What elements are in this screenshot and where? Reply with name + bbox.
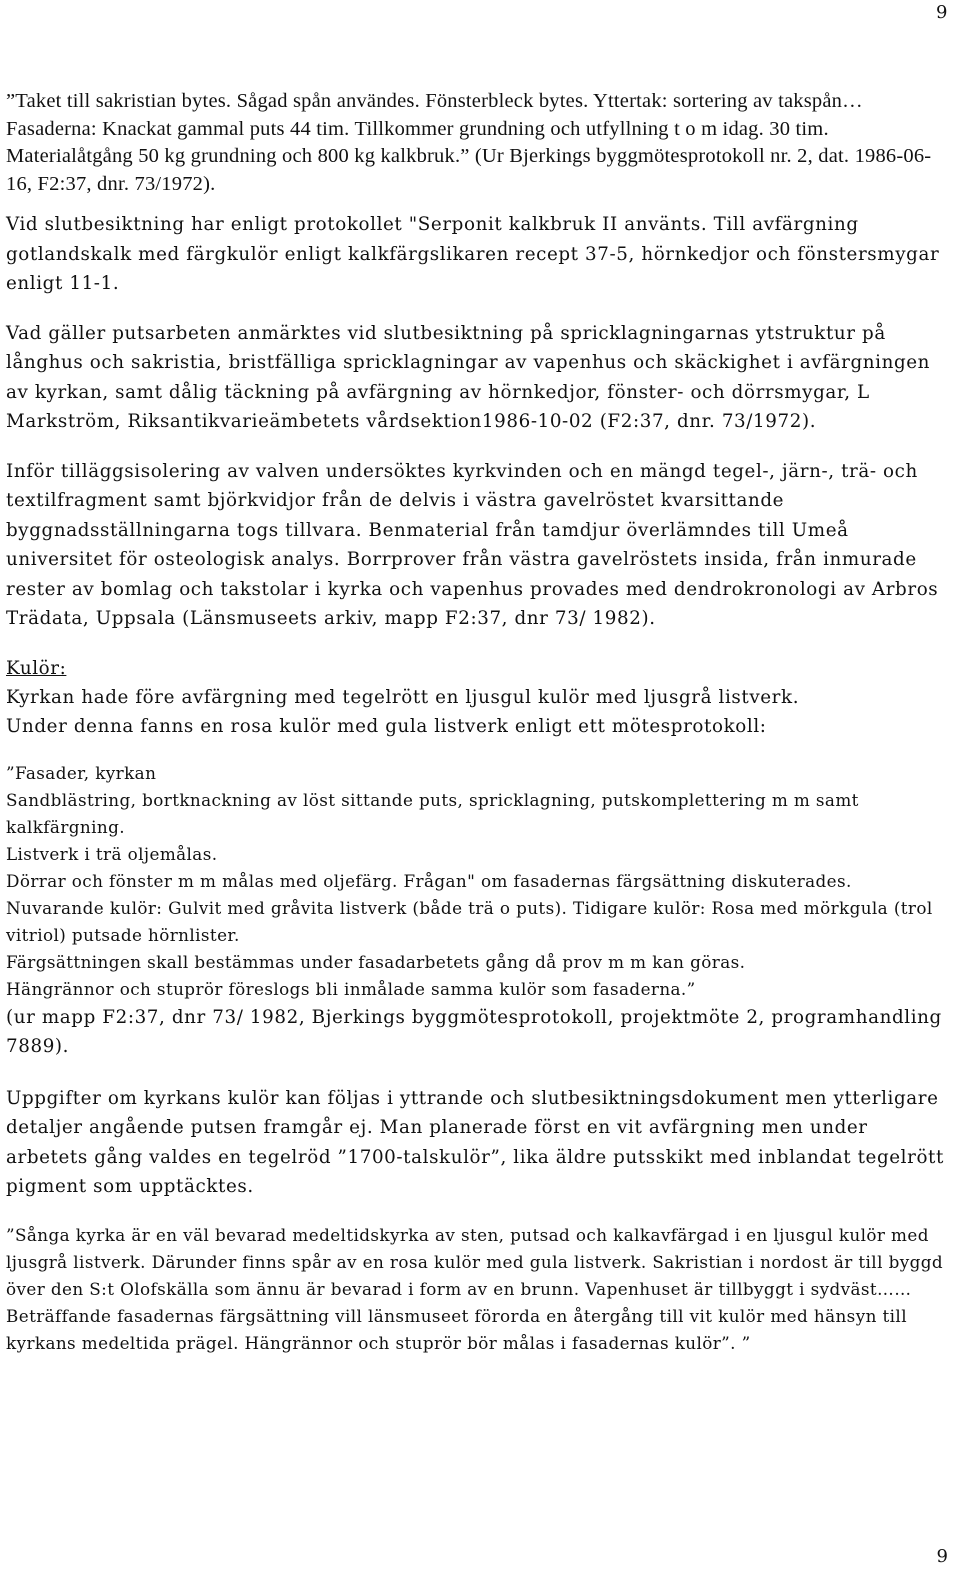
quote-line: Nuvarande kulör: Gulvit med gråvita listverk (både trä o puts). Tidigare kulör: Rosa med mörkgula (trol vitriol) putsade hörnlister.	[6, 897, 933, 945]
kulor-line: Under denna fanns en rosa kulör med gula listverk enligt ett mötesprotokoll:	[6, 716, 767, 737]
quote-paragraph-1: ”Taket till sakristian bytes. Sågad spån användes. Fönsterbleck bytes. Yttertak: sortering av takspån… Fasaderna: Knackat gammal puts 44 tim. Tillkommer grundning och utfyllning t o m idag. 30 tim. Materialåtgång 50 kg grundning och 800 kg kalkbruk.” (Ur Bjerkings byggmötesprotokoll nr. 2, dat. 1986-06-16, F2:37, dnr. 73/1972).	[6, 90, 932, 195]
quote-line: Hängrännor och stuprör föreslogs bli inmålade samma kulör som fasaderna.”	[6, 978, 696, 999]
quote-line: Sandblästring, bortknackning av löst sittande puts, spricklagning, putskomplettering m m samt kalkfärgning.	[6, 789, 859, 837]
paragraph-4: Uppgifter om kyrkans kulör kan följas i yttrande och slutbesiktningsdokument men ytterligare detaljer angående putsen framgår ej. Man planerade först en vit avfärgning men under arbetets gång valdes en tegelröd ”1700-talskulör”, lika äldre putsskikt med inblandat tegelrött pigment som upptäcktes.	[6, 1087, 944, 1197]
quote-block-2	[6, 760, 946, 1062]
quote-reference: (ur mapp F2:37, dnr 73/ 1982, Bjerkings byggmötesprotokoll, projektmöte 2, programhandling 7889).	[6, 1006, 942, 1057]
quote-line: Listverk i trä oljemålas.	[6, 843, 218, 864]
quote-line: ”Fasader, kyrkan	[6, 762, 157, 783]
paragraph-3: Inför tilläggsisolering av valven undersöktes kyrkvinden och en mängd tegel-, järn-, trä- och textilfragment samt björkvidjor från de delvis i västra gavelröstet kvarsittande byggnadsställningarna togs tillvara. Benmaterial från tamdjur överlämndes till Umeå universitet för osteologisk analys. Borrprover från västra gavelröstets insida, från inmurade rester av bomlag och takstolar i kyrka och vapenhus provades med dendrokronologi av Arbros Trädata, Uppsala (Länsmuseets arkiv, mapp F2:37, dnr 73/ 1982).	[6, 460, 939, 629]
kulor-line: Kyrkan hade före avfärgning med tegelrött en ljusgul kulör med ljusgrå listverk.	[6, 686, 800, 708]
page-number-bottom: 9	[936, 1546, 948, 1567]
quote-paragraph-3: ”Sånga kyrka är en väl bevarad medeltidskyrka av sten, putsad och kalkavfärgad i en ljusgul kulör med ljusgrå listverk. Därunder finns spår av en rosa kulör med gula listverk. Sakristian i nordost är till byggd över den S:t Olofskälla som ännu är bevarad i form av en brunn. Vapenhuset är tillbyggt i sydväst……Beträffande fasadernas färgsättning vill länsmuseet förorda en återgång till vit kulör med hänsyn till kyrkans medeltida prägel. Hängrännor och stuprör bör målas i fasadernas kulör”. ”	[6, 1224, 944, 1353]
page-number-top: 9	[936, 2, 948, 23]
paragraph-2: Vad gäller putsarbeten anmärktes vid slutbesiktning på spricklagningarnas ytstruktur på långhus och sakristia, bristfälliga spricklagningar av vapenhus och skäckighet i avfärgningen av kyrkan, samt dålig täckning på avfärgning av hörnkedjor, fönster- och dörrsmygar, L Markström, Riksantikvarieämbetets vårdsektion1986-10-02 (F2:37, dnr. 73/1972).	[6, 322, 931, 432]
quote-line: Dörrar och fönster m m målas med oljefärg. Frågan" om fasadernas färgsättning diskuterades.	[6, 870, 852, 891]
quote-line: Färgsättningen skall bestämmas under fasadarbetets gång då prov m m kan göras.	[6, 951, 746, 972]
kulor-section	[6, 654, 946, 742]
kulor-heading: Kulör:	[6, 657, 67, 679]
document-body	[6, 88, 946, 1357]
paragraph-1: Vid slutbesiktning har enligt protokollet "Serponit kalkbruk II använts. Till avfärgning gotlandskalk med färgkulör enligt kalkfärgslikaren recept 37-5, hörnkedjor och fönstersmygar enligt 11-1.	[6, 214, 940, 294]
